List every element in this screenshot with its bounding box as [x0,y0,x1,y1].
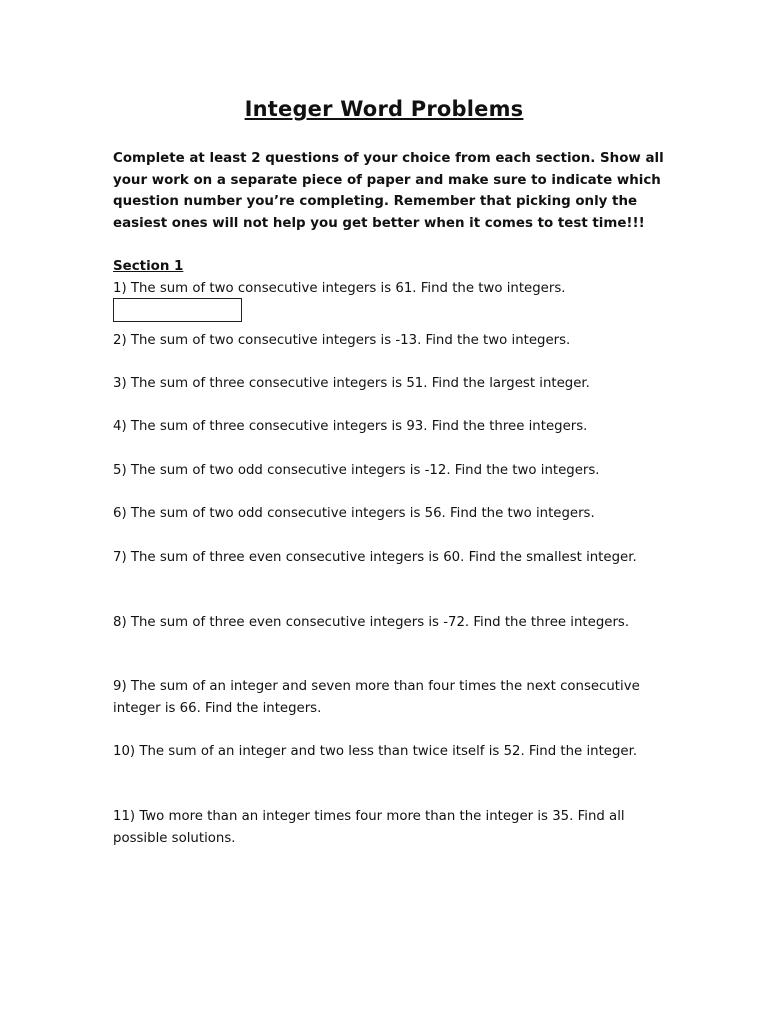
question-1: 1) The sum of two consecutive integers is 61. Find the two integers. [113,281,566,296]
question-3: 3) The sum of three consecutive integers is 51. Find the largest integer. [113,376,590,391]
question-9: 9) The sum of an integer and seven more than four times the next consecutive integer is 66. Find the integers. [113,679,640,716]
question-10: 10) The sum of an integer and two less than twice itself is 52. Find the integer. [113,744,638,759]
section-1-heading: Section 1 [113,259,184,274]
question-6: 6) The sum of two odd consecutive integers is 56. Find the two integers. [113,506,595,521]
page-title: Integer Word Problems [244,97,524,121]
question-7: 7) The sum of three even consecutive integers is 60. Find the smallest integer. [113,550,637,565]
question-5: 5) The sum of two odd consecutive integers is -12. Find the two integers. [113,463,600,478]
question-8: 8) The sum of three even consecutive integers is -72. Find the three integers. [113,615,630,630]
answer-input-box[interactable] [113,298,242,322]
instructions-paragraph: Complete at least 2 questions of your choice from each section. Show all your work on a separate piece of paper and make sure to indicate which question number you’re completing. Remember that picking only the easiest ones will not help you get better when it comes to test time!!! [113,151,664,232]
question-2: 2) The sum of two consecutive integers is -13. Find the two integers. [113,333,571,348]
question-4: 4) The sum of three consecutive integers is 93. Find the three integers. [113,419,588,434]
question-11: 11) Two more than an integer times four more than the integer is 35. Find all possible solutions. [113,809,625,846]
